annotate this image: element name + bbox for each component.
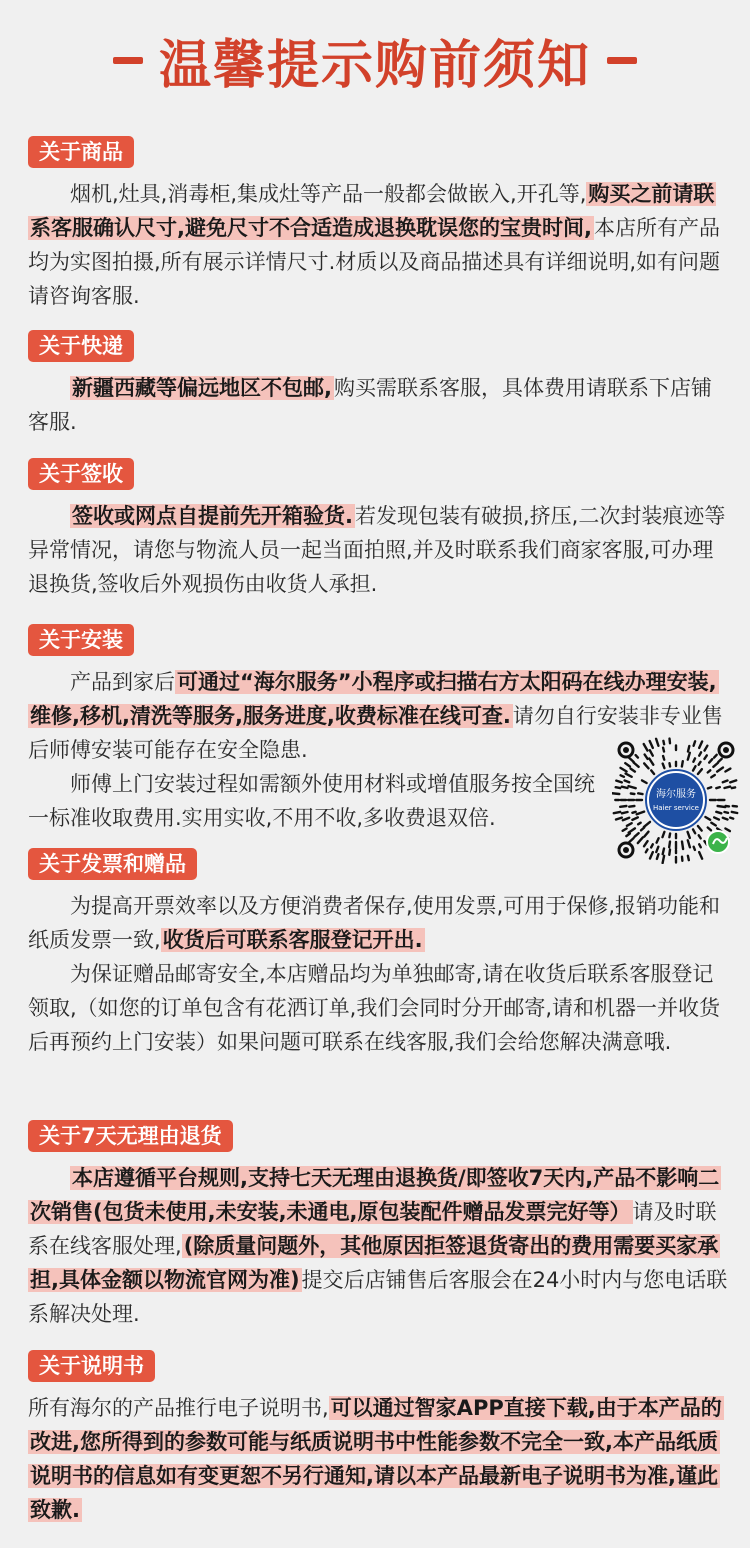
highlight-span: (除质量问题外，其他原因拒签退货寄出的费用需要买家承担,具体金额以物流官网为准) — [30, 1234, 719, 1292]
qr-ray — [730, 780, 736, 782]
qr-ray — [623, 818, 629, 821]
qr-finder-dot — [723, 747, 729, 753]
qr-ray — [732, 812, 737, 813]
qr-ray — [621, 768, 627, 772]
qr-ray — [699, 844, 701, 847]
qr-ray — [718, 759, 721, 762]
text-span: 若发现包装有破损,挤压,二次封装痕迹等异常情况，请您与物流人员一起当面拍照,并及时联系我们商家客服,可办理退换货,签收后外观损伤由收货人承担. — [28, 504, 726, 596]
qr-ray — [708, 787, 711, 788]
qr-ray — [616, 818, 622, 820]
section-paragraph — [28, 1161, 728, 1331]
qr-ray — [631, 794, 635, 795]
section-receipt — [28, 458, 728, 601]
qr-ray — [649, 759, 653, 765]
section-paragraph — [28, 889, 728, 957]
qr-ray — [723, 818, 728, 820]
section-tag: 关于商品 — [28, 136, 134, 168]
qr-ray — [725, 787, 731, 788]
qr-ray — [663, 741, 664, 744]
section-paragraph — [28, 957, 728, 1059]
qr-ray — [714, 755, 717, 758]
page-title — [0, 22, 750, 98]
section-paragraph — [28, 767, 612, 835]
qr-ray — [650, 750, 653, 756]
qr-ray — [629, 838, 633, 842]
qr-ray — [626, 774, 632, 777]
qr-ray — [644, 822, 650, 827]
qr-ray — [699, 762, 701, 765]
highlight-span: 新疆西藏等偏远地区不包邮, — [72, 376, 332, 400]
qr-ray — [625, 781, 630, 783]
section-tag: 关于安装 — [28, 624, 134, 656]
qr-ray — [705, 746, 708, 751]
qr-ray — [708, 770, 711, 772]
qr-ray — [622, 812, 628, 813]
section-paragraph — [28, 177, 728, 313]
qr-ray — [725, 829, 730, 832]
qr-ray — [718, 806, 726, 807]
qr-ray — [638, 793, 642, 794]
section-manual — [28, 1350, 728, 1527]
qr-ray — [632, 812, 635, 813]
qr-ray — [636, 755, 638, 758]
text-span: 购买需联系客服，具体费用请联系下店铺客服. — [28, 376, 712, 434]
qr-ray — [638, 823, 641, 825]
qr-ray — [626, 834, 630, 837]
qr-ray — [641, 828, 644, 831]
qr-ray — [638, 837, 643, 843]
qr-ray — [631, 769, 635, 772]
qr-ray — [717, 768, 723, 772]
qr-ray — [725, 769, 730, 772]
qr-ray — [629, 786, 636, 788]
qr-ray — [688, 840, 690, 847]
qr-ray — [663, 748, 664, 752]
qr-ray — [708, 828, 711, 831]
highlight-span: 本店遵循平台规则,支持七天无理由退换货/即签收7天内,产品不影响二次销售(包货未使用,未安装,未通电,原包装配件赠品发票完好等） — [30, 1166, 720, 1224]
qr-ray — [723, 781, 728, 783]
qr-ray — [644, 841, 648, 846]
highlight-span: 签收或网点自提前先开箱验货. — [72, 504, 353, 528]
page-title-text: 温馨提示购前须知 — [158, 35, 591, 96]
section-tag: 关于发票和赠品 — [28, 848, 197, 880]
text-span: 提交后店铺售后客服会在24小时内与您电话联系解决处理. — [28, 1268, 728, 1326]
qr-ray — [616, 781, 622, 783]
qr-ray — [709, 759, 712, 762]
highlight-span: 可以通过智家APP直接下载,由于本产品的改进,您所得到的参数可能与纸质说明书中性能参数不完全一致,本产品纸质说明书的信息如有变更恕不另行通知,请以本产品最新电子说明书为准,谨此致歉. — [30, 1396, 722, 1522]
title-dash-left — [113, 57, 143, 64]
section-tag: 关于签收 — [28, 458, 134, 490]
qr-ray — [693, 766, 696, 770]
qr-ray — [713, 763, 718, 767]
section-paragraph — [28, 1391, 728, 1527]
qr-ray — [637, 812, 644, 815]
section-invoice-gifts — [28, 848, 728, 1059]
qr-ray — [670, 739, 671, 744]
qr-ray — [645, 755, 648, 759]
qr-ray — [698, 769, 702, 774]
qr-ray — [629, 758, 634, 762]
highlight-span: 收货后可联系客服登记开出. — [162, 928, 423, 952]
section-tag: 关于7天无理由退货 — [28, 1120, 233, 1152]
section-shipping — [28, 330, 728, 439]
qr-ray — [682, 761, 683, 766]
qr-ray — [622, 787, 628, 788]
qr-ray — [711, 775, 715, 777]
qr-ray — [625, 763, 630, 766]
qr-ray — [621, 775, 624, 777]
qr-ray — [714, 817, 719, 819]
qr-ray — [698, 826, 702, 831]
qr-ray — [711, 823, 716, 826]
qr-ray — [632, 817, 637, 820]
section-paragraph — [28, 371, 728, 439]
qr-ray — [704, 755, 706, 759]
qr-ray — [669, 834, 670, 838]
qr-ray — [657, 838, 659, 842]
qr-ray — [634, 763, 639, 767]
qr-ray — [635, 833, 639, 837]
text-span: 为保证赠品邮寄安全,本店赠品均为单独邮寄,请在收货后联系客服登记领取,（如您的订单包含有花洒订单,我们会同时分开邮寄,请和机器一并收货后再预约上门安装）如果问题可联系在线客服,我们会给您解决满意哦. — [28, 962, 721, 1054]
section-paragraph — [28, 499, 728, 601]
qr-ray — [699, 752, 701, 755]
qr-ray — [699, 835, 701, 838]
qr-ray — [629, 828, 635, 832]
qr-ray — [644, 744, 648, 751]
qr-ray — [623, 829, 627, 831]
qr-ray — [716, 812, 721, 814]
qr-label-en: Haier service — [653, 804, 699, 812]
qr-ray — [705, 817, 710, 820]
qr-ray — [725, 812, 729, 813]
section-return-policy — [28, 1120, 728, 1331]
highlight-span: 购买之前请联系客服确认尺寸,避免尺寸不合适造成退换耽误您的宝贵时间, — [30, 182, 715, 240]
qr-ray — [616, 787, 621, 788]
qr-ray — [730, 818, 733, 819]
qr-label-cn: 海尔服务 — [656, 789, 696, 800]
qr-ray — [612, 793, 619, 794]
text-span: 产品到家后 — [70, 670, 175, 694]
qr-ray — [651, 770, 654, 774]
qr-logo-bg — [649, 773, 703, 827]
highlight-span: 可通过“海尔服务”小程序或扫描右方太阳码在线办理安装,维修,移机,清洗等服务,服务进度,收费标准在线可查. — [30, 670, 717, 728]
text-span: 为提高开票效率以及方便消费者保存,使用发票,可用于保修,报销功能和纸质发票一致, — [28, 894, 721, 952]
qr-ray — [669, 842, 670, 848]
qr-ray — [688, 832, 690, 838]
qr-finder-dot — [623, 747, 629, 753]
section-tag: 关于快递 — [28, 330, 134, 362]
text-span: 请勿自行安装非专业售后师傅安装可能存在安全隐患. — [28, 704, 723, 762]
qr-ray — [629, 806, 634, 807]
text-span: 烟机,灶具,消毒柜,集成灶等产品一般都会做嵌入,开孔等, — [70, 182, 587, 206]
text-span: 师傅上门安装过程如需额外使用材料或增值服务按全国统一标准收取费用.实用实收,不用不收,多收费退双倍. — [28, 772, 595, 830]
text-span: 本店所有产品均为实图拍摄,所有展示详情尺寸.材质以及商品描述具有详细说明,如有问题请咨询客服. — [28, 216, 721, 308]
haier-service-qr-code[interactable] — [612, 736, 740, 864]
title-dash-right — [607, 57, 637, 64]
section-tag: 关于说明书 — [28, 1350, 155, 1382]
qr-ray — [699, 742, 702, 748]
qr-ray — [644, 763, 648, 768]
text-span: 请及时联系在线客服处理, — [28, 1200, 717, 1258]
qr-ray — [644, 832, 648, 837]
qr-ray — [688, 746, 689, 752]
qr-ray — [670, 763, 671, 766]
qr-ray — [663, 832, 665, 837]
section-product — [28, 136, 728, 313]
qr-ray — [693, 829, 695, 833]
qr-ray — [732, 787, 735, 788]
qr-ray — [656, 739, 658, 746]
qr-ray — [650, 741, 653, 748]
qr-ray — [614, 812, 620, 813]
qr-ray — [642, 780, 647, 783]
qr-ray — [688, 753, 690, 760]
qr-ray — [663, 764, 665, 769]
qr-ray — [627, 823, 632, 826]
qr-ray — [693, 758, 695, 761]
text-span: 所有海尔的产品推行电子说明书, — [28, 1396, 329, 1420]
qr-ray — [620, 806, 626, 807]
qr-ray — [716, 787, 720, 788]
qr-ray — [694, 741, 696, 746]
qr-ray — [663, 756, 664, 760]
